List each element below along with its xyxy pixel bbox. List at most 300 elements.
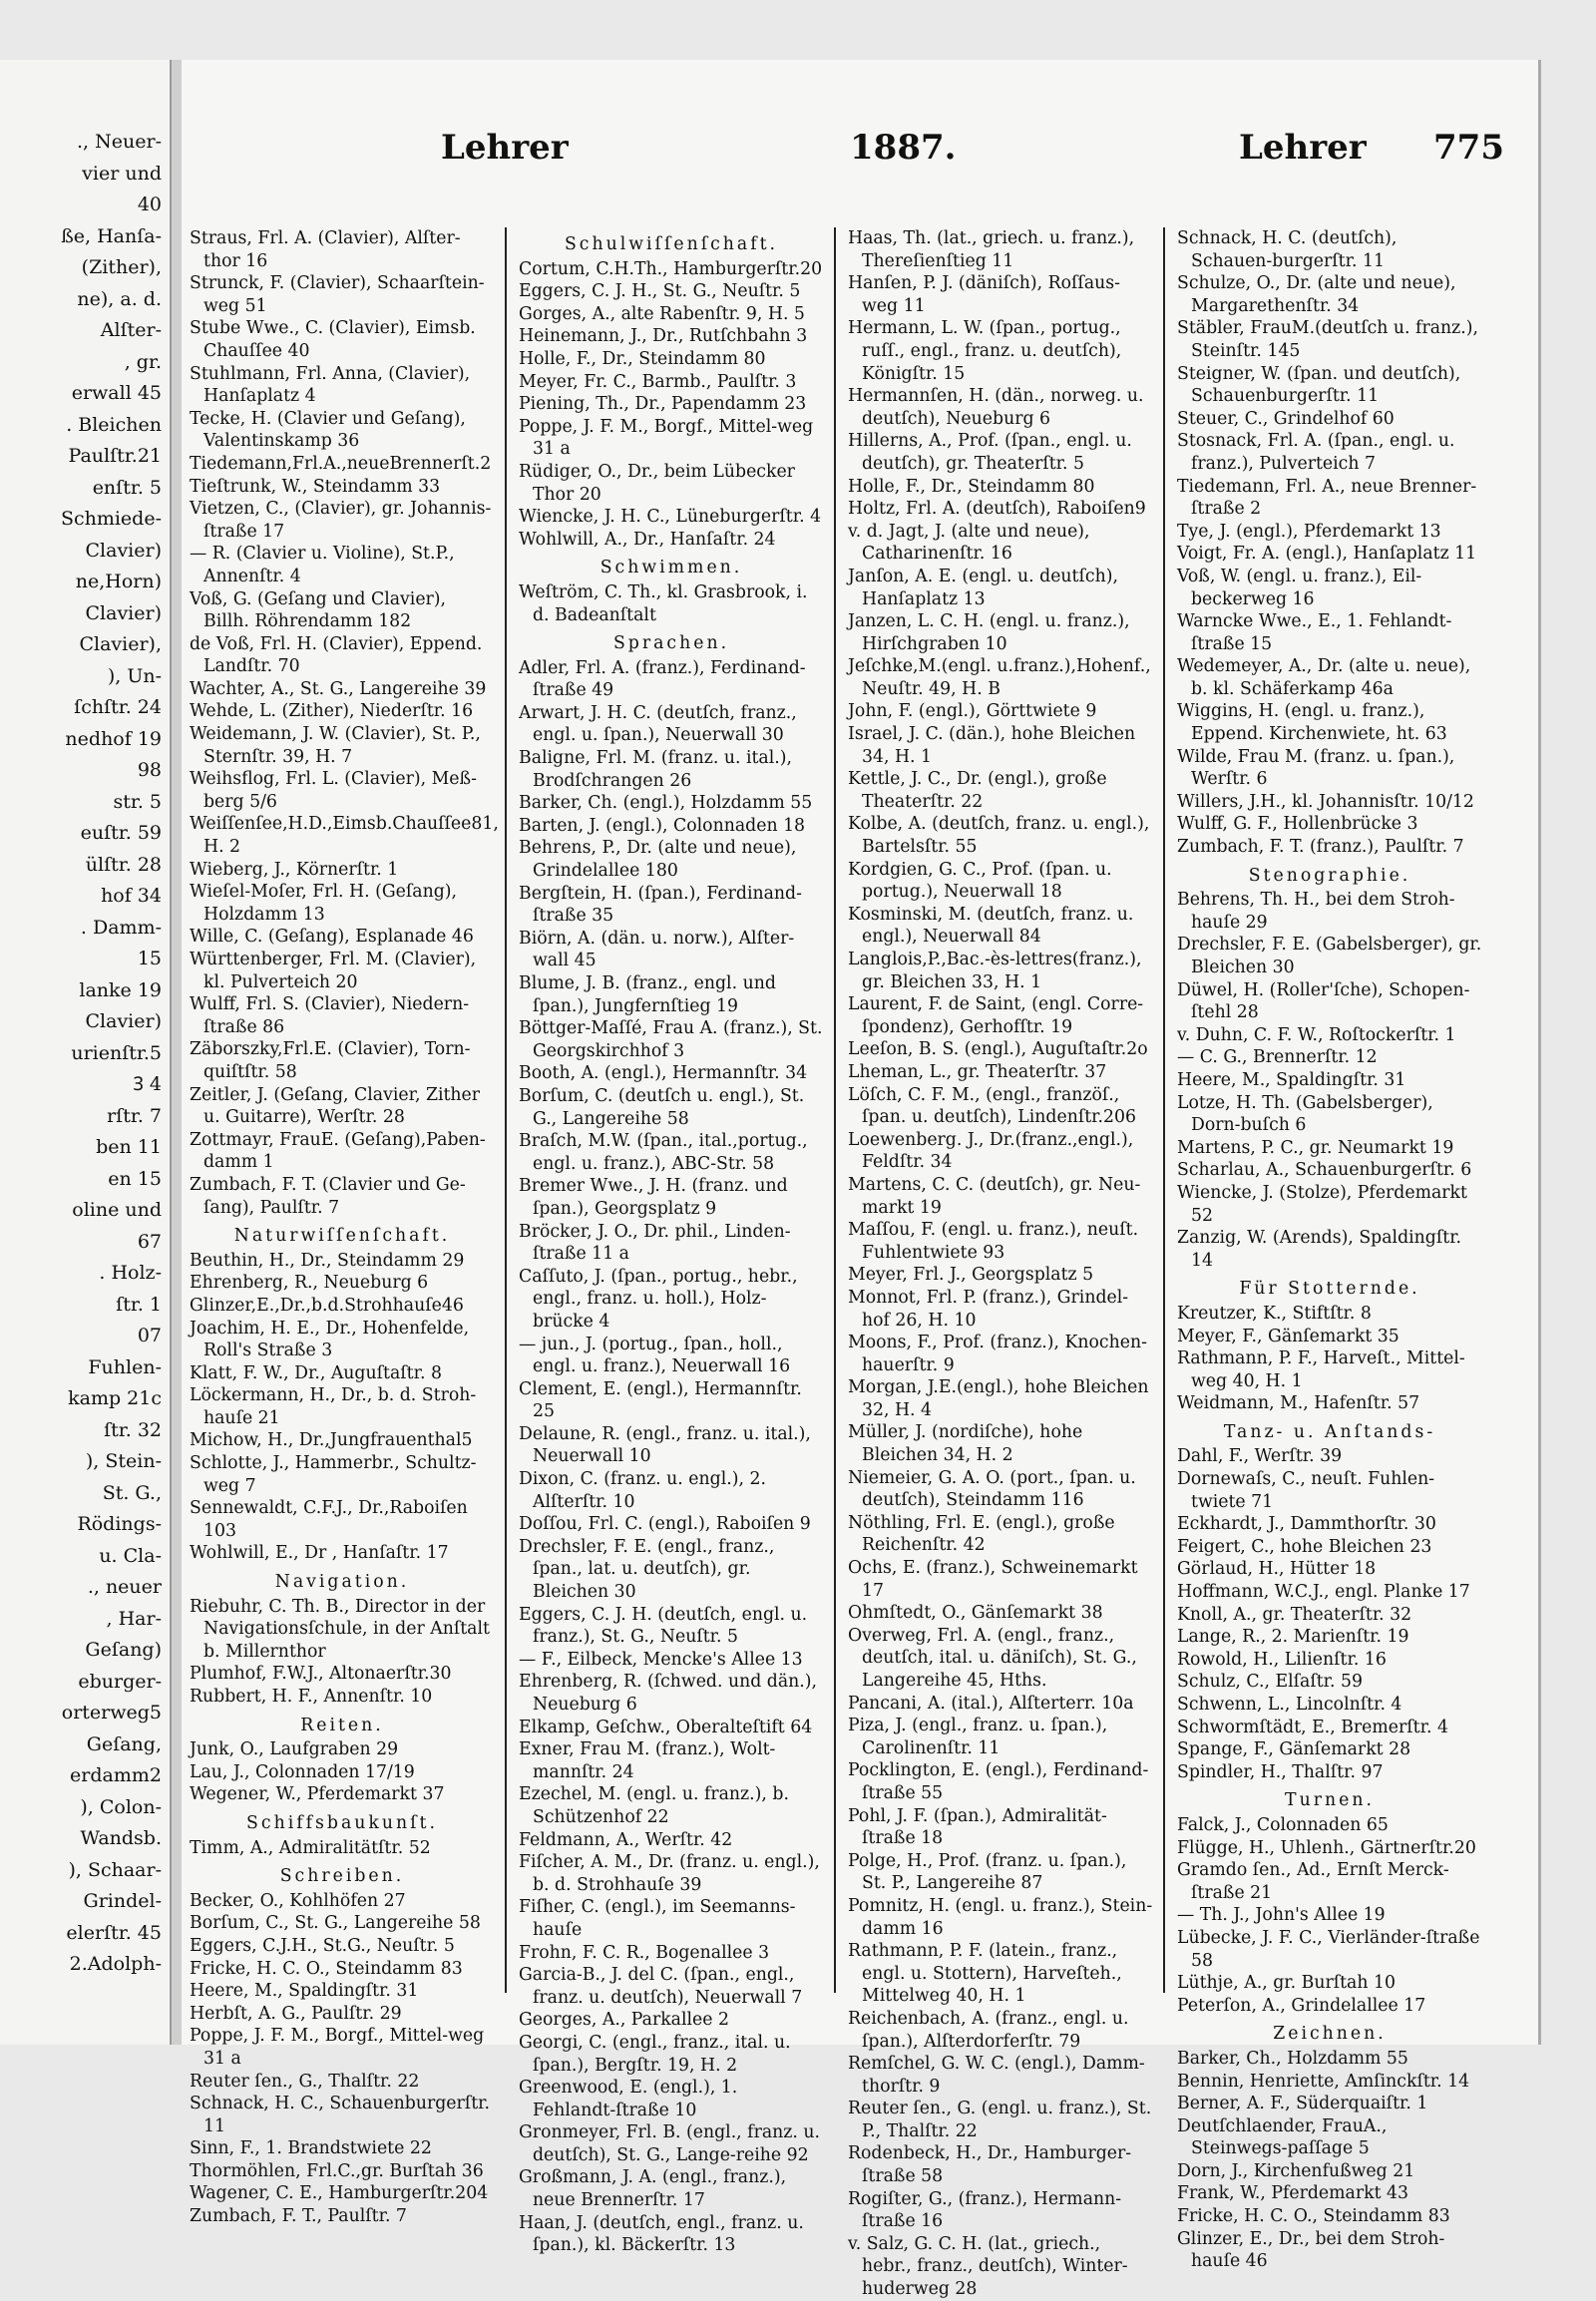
running-head-left: Lehrer [441,128,569,168]
directory-entry: Wiencke, J. (Stolze), Pferdemarkt 52 [1177,1182,1467,1226]
directory-entry: Janzen, L. C. H. (engl. u. franz.), Hirſchgraben 10 [848,611,1130,654]
directory-entry: Scharlau, A., Schauenburgerſtr. 6 [1177,1160,1472,1181]
directory-entry: Delaune, R. (engl., franz. u. ital.), Neuerwall 10 [519,1423,811,1467]
directory-entry: Braſch, M.W. (ſpan., ital.,portug., engl. u. franz.), ABC-Str. 58 [519,1131,808,1174]
previous-page-fragment: ), Schaar- [68,1858,162,1881]
previous-page-fragment: Alſter- [100,319,162,341]
directory-entry: Janſon, A. E. (engl. u. deutſch), Hanſaplatz 13 [848,566,1118,609]
previous-page-fragment: vier und [82,162,162,185]
section-heading: Sprachen. [612,633,730,654]
previous-page-fragment: u. Cla- [99,1544,162,1567]
previous-page-fragment: ne,Horn) [75,571,162,592]
directory-entry: Kolbe, A. (deutſch, franz. u. engl.), Bartelsſtr. 55 [848,814,1150,858]
previous-page-fragment: enſtr. 5 [92,476,162,499]
directory-entry: Feldmann, A., Werſtr. 42 [519,1829,733,1850]
directory-entry: Schnack, H. C., Schauenburgerſtr. 11 [190,2094,490,2136]
directory-entry: Wohlwill, E., Dr , Hanſaſtr. 17 [190,1543,449,1564]
previous-page-fragment: nedhof 19 [65,727,162,750]
directory-entry: v. Salz, G. C. H. (lat., griech., hebr., franz., deutſch), Winter-huderweg 28 [848,2233,1128,2300]
directory-entry: Stuhlmann, Frl. Anna, (Clavier), Hanſaplatz 4 [190,363,471,407]
column-2 [519,227,824,2257]
previous-page-fragment: erwall 45 [71,382,162,404]
directory-entry: Rüdiger, O., Dr., beim Lübecker Thor 20 [519,461,795,505]
directory-entry: Voigt, Fr. A. (engl.), Hanſaplatz 11 [1177,544,1477,565]
directory-entry: Elkamp, Geſchw., Oberalteſtift 64 [519,1717,813,1737]
directory-entry: Heere, M., Spaldingſtr. 31 [1177,1069,1406,1090]
section-heading: Tanz- u. Anſtands- [1223,1421,1436,1442]
previous-page-fragment: Schmiede- [60,508,162,530]
previous-page-fragment: ), Stein- [85,1450,162,1472]
directory-entry: Gramdo ſen., Ad., Ernſt Merck-ſtraße 21 [1177,1860,1449,1903]
directory-entry: Loewenberg. J., Dr.(franz.,engl.), Feldſtr. 34 [848,1129,1134,1173]
directory-entry: Cortum, C.H.Th., Hamburgerſtr.20 [519,258,823,279]
directory-entry: Weidemann, J. W. (Clavier), St. P., Sternſtr. 39, H. 7 [190,724,481,767]
directory-entry: Strunck, F. (Clavier), Schaarſtein-weg 51 [190,273,485,316]
directory-entry: Rogiſter, G., (franz.), Hermann-ſtraße 16 [848,2188,1122,2232]
directory-entry: Borſum, C., St. G., Langereihe 58 [190,1913,481,1934]
directory-entry: Georgi, C. (engl., franz., ital. u. ſpan.), Bergſtr. 19, H. 2 [519,2032,791,2076]
previous-page-fragment: 2.Adolph- [69,1953,162,1975]
column-3 [848,227,1153,2301]
directory-entry: Rathmann, P. F. (latein., franz., engl. u. Stottern), Harveſteh., Mittelweg 40, H. 1 [848,1941,1122,2007]
directory-entry: Zeitler, J. (Geſang, Clavier, Zither u. Guitarre), Werſtr. 28 [190,1084,481,1128]
directory-entry: Glinzer,E.,Dr.,b.d.Strohhauſe46 [190,1295,464,1316]
directory-entry: v. Duhn, C. F. W., Roſtockerſtr. 1 [1177,1024,1456,1045]
directory-entry: Lotze, H. Th. (Gabelsberger), Dorn-buſch 6 [1177,1092,1433,1136]
directory-entry: Barker, Ch. (engl.), Holzdamm 55 [519,793,813,814]
directory-entry: Eckhardt, J., Dammthorſtr. 30 [1177,1514,1436,1535]
directory-entry: Wiencke, J. H. C., Lüneburgerſtr. 4 [519,507,822,528]
directory-entry: Spange, F., Gänſemarkt 28 [1177,1739,1411,1760]
directory-entry: Herbſt, A. G., Paulſtr. 29 [190,2003,402,2024]
directory-entry: Holle, F., Dr., Steindamm 80 [519,348,766,369]
column-1 [190,227,499,2228]
previous-page-fragment: ße, Hanſa- [61,224,162,247]
previous-page-fragment: urienſtr.5 [71,1041,162,1064]
directory-entry: Flügge, H., Uhlenh., Gärtnerſtr.20 [1177,1837,1476,1858]
directory-entry: Gorges, A., alte Rabenſtr. 9, H. 5 [519,303,805,324]
directory-entry: Overweg, Frl. A. (engl., franz., deutſch, ital. u. däniſch), St. G., Langereihe 45, Hths. [848,1625,1137,1691]
directory-entry: Peterſon, A., Grindelallee 17 [1177,1995,1426,2016]
previous-page-fragment: Ꝫ 4 [133,1073,162,1095]
previous-page-fragment: kamp 21c [68,1387,162,1409]
directory-entry: Joachim, H. E., Dr., Hohenfelde, Roll's Straße 3 [190,1318,470,1361]
previous-page-fragment: . Bleichen [66,413,162,436]
directory-entry: Junk, O., Laufgraben 29 [190,1739,399,1760]
directory-entry: Holtz, Frl. A. (deutſch), Raboiſen9 [848,499,1146,520]
directory-entry: Frank, W., Pferdemarkt 43 [1177,2183,1409,2204]
previous-page-fragment: Clavier) [85,539,162,562]
section-heading: Für Stotternde. [1239,1279,1420,1300]
previous-page-fragment: orterweg5 [61,1702,162,1724]
directory-entry: Haan, J. (deutſch, engl., franz. u. ſpan.), kl. Bäckerſtr. 13 [519,2212,804,2256]
directory-entry: Wilde, Frau M. (franz. u. ſpan.), Werſtr. 6 [1177,746,1455,790]
directory-entry: Drechsler, F. E. (engl., franz., ſpan., lat. u. deutſch), gr. Bleichen 30 [519,1536,775,1603]
year-heading: 1887. [850,128,957,168]
previous-page-fragment: ne), a. d. [77,287,162,310]
previous-page-fragment: lanke 19 [79,978,162,1001]
directory-entry: Wedemeyer, A., Dr. (alte u. neue), b. kl. Schäferkamp 46a [1177,656,1471,699]
directory-entry: Knoll, A., gr. Theaterſtr. 32 [1177,1604,1412,1625]
directory-entry: — Th. J., John's Allee 19 [1177,1905,1386,1926]
directory-entry: Pancani, A. (ital.), Alſterterr. 10a [848,1693,1134,1714]
directory-entry: Pohl, J. F. (ſpan.), Admiralität-ſtraße 18 [848,1805,1107,1849]
directory-entry: Reuter ſen., G. (engl. u. franz.), St. P., Thalſtr. 22 [848,2099,1152,2141]
directory-entry: Weidmann, M., Hafenſtr. 57 [1177,1393,1420,1414]
directory-entry: Hermann, L. W. (ſpan., portug., ruſſ., engl., franz. u. deutſch), Königſtr. 15 [848,318,1122,384]
directory-entry: Nöthling, Frl. E. (engl.), große Reichenſtr. 42 [848,1512,1115,1556]
previous-page-fragment: ), Un- [107,664,162,687]
directory-entry: Israel, J. C. (dän.), hohe Bleichen 34, H. 1 [848,724,1136,767]
previous-page-fragment: oline und [72,1199,162,1221]
directory-entry: Booth, A. (engl.), Hermannſtr. 34 [519,1063,808,1084]
previous-page-fragment: en 15 [108,1167,162,1190]
directory-entry: Klatt, F. W., Dr., Auguſtaſtr. 8 [190,1362,442,1383]
previous-page-fragment: Clavier) [85,601,162,624]
running-head-right: Lehrer [1239,128,1367,168]
directory-entry: Eggers, C. J. H., St. G., Neuſtr. 5 [519,281,801,302]
previous-page-fragment: 15 [137,948,162,969]
directory-entry: Hermannſen, H. (dän., norweg. u. deutſch), Neueburg 6 [848,386,1144,429]
directory-entry: de Voß, Frl. H. (Clavier), Eppend. Landſtr. 70 [190,633,483,677]
directory-entry: Doſſou, Frl. C. (engl.), Raboiſen 9 [519,1514,811,1535]
directory-entry: Martens, P. C., gr. Neumarkt 19 [1177,1137,1454,1158]
directory-entry: — jun., J. (portug., ſpan., holl., engl. u. franz.), Neuerwall 16 [519,1334,791,1377]
previous-page-fragment: 67 [137,1230,162,1253]
previous-page-fragment: Fuhlen- [88,1355,162,1378]
directory-entry: Niemeier, G. A. O. (port., ſpan. u. deutſch), Steindamm 116 [848,1467,1136,1511]
directory-entry: Zottmayr, FrauE. (Geſang),Paben-damm 1 [190,1129,486,1173]
directory-entry: Wagener, C. E., Hamburgerſtr.204 [190,2183,489,2204]
directory-entry: Schwenn, L., Lincolnſtr. 4 [1177,1695,1402,1715]
previous-page-fragment: ſchſtr. 24 [74,696,162,718]
directory-entry: Warncke Wwe., E., 1. Fehlandt-ſtraße 15 [1177,611,1452,654]
previous-page-fragment: rſtr. 7 [107,1104,162,1127]
directory-entry: Steigner, W. (ſpan. und deutſch), Schauenburgerſtr. 11 [1177,363,1461,407]
directory-entry: v. d. Jagt, J. (alte und neue), Catharinenſtr. 16 [848,521,1090,565]
directory-entry: Piening, Th., Dr., Papendamm 23 [519,394,807,415]
directory-entry: Bennin, Henriette, Amſinckſtr. 14 [1177,2071,1470,2092]
previous-page-fragment: ülſtr. 28 [85,853,162,876]
directory-entry: Morgan, J.E.(engl.), hohe Bleichen 32, H. 4 [848,1377,1149,1420]
directory-entry: Ochs, E. (franz.), Schweinemarkt 17 [848,1558,1138,1601]
directory-entry: Wiggins, H. (engl. u. franz.), Eppend. Kirchenwiete, ht. 63 [1177,701,1447,745]
previous-page-fragment: euſtr. 59 [80,822,162,844]
directory-entry: Jeſchke,M.(engl. u.franz.),Hohenf., Neuſtr. 49, H. B [848,656,1151,699]
directory-entry: Lau, J., Colonnaden 17/19 [190,1761,415,1782]
section-heading: Schiffsbaukunſt. [246,1812,438,1833]
previous-page-fragment: 07 [137,1325,162,1346]
section-heading: Schwimmen. [599,558,743,578]
previous-page-fragment: ben 11 [96,1136,162,1158]
directory-entry: Heinemann, J., Dr., Rutſchbahn 3 [519,326,808,347]
directory-entry: Berner, A. F., Süderquaiſtr. 1 [1177,2094,1428,2114]
directory-entry: Lübecke, J. F. C., Vierländer-ſtraße 58 [1177,1927,1480,1971]
previous-page-fragment: Clavier), [79,633,162,655]
directory-entry: Behrens, Th. H., bei dem Stroh-hauſe 29 [1177,890,1455,933]
directory-entry: Löckermann, H., Dr., b. d. Stroh-hauſe 21 [190,1385,477,1428]
directory-entry: Blume, J. B. (franz., engl. und ſpan.), Jungfernſtieg 19 [519,973,776,1016]
directory-entry: Düwel, H. (Roller'ſche), Schopen-ſtehl 28 [1177,979,1470,1023]
directory-entry: Eggers, C. J. H. (deutſch, engl. u. franz.), St. G., Neuſtr. 5 [519,1604,808,1648]
directory-entry: Willers, J.H., kl. Johannisſtr. 10/12 [1177,791,1474,812]
directory-entry: Dorn, J., Kirchenfußweg 21 [1177,2160,1415,2181]
directory-entry: Wille, C. (Geſang), Esplanade 46 [190,927,474,948]
column-divider [1163,227,1165,1993]
directory-entry: Wulff, Frl. S. (Clavier), Niedern-ſtraße 86 [190,994,470,1037]
directory-entry: Rathmann, P. F., Harveſt., Mittel-weg 40, H. 1 [1177,1348,1465,1391]
directory-entry: Weihsflog, Frl. L. (Clavier), Meß-berg 5/6 [190,769,477,812]
section-heading: Stenographie. [1248,865,1411,886]
directory-entry: Georges, A., Parkallee 2 [519,2010,729,2031]
directory-entry: Kordgien, G. C., Prof. (ſpan. u. portug.), Neuerwall 18 [848,859,1112,903]
previous-page-fragment: Clavier) [85,1010,162,1032]
directory-entry: Haas, Th. (lat., griech. u. franz.), Thereſienſtieg 11 [848,228,1135,271]
previous-page-fragment: (Zither), [81,256,162,278]
directory-entry: Ehrenberg, R. (ſchwed. und dän.), Neueburg 6 [519,1672,818,1715]
directory-entry: Exner, Frau M. (franz.), Wolt-mannſtr. 24 [519,1739,776,1782]
directory-entry: Fricke, H. C. O., Steindamm 83 [190,1958,463,1979]
directory-entry: Weiſſenſee,H.D.,Eimsb.Chauſſee81, H. 2 [190,814,499,858]
directory-entry: Glinzer, E., Dr., bei dem Stroh-hauſe 46 [1177,2228,1445,2272]
directory-entry: Spindler, H., Thalſtr. 97 [1177,1761,1384,1782]
directory-entry: Ehrenberg, R., Neueburg 6 [190,1273,429,1294]
directory-entry: Tye, J. (engl.), Pferdemarkt 13 [1177,521,1441,542]
directory-entry: Remſchel, G. W. C. (engl.), Damm-thorſtr. 9 [848,2054,1145,2097]
column-divider [834,227,836,1993]
directory-entry: Poppe, J. F. M., Borgf., Mittel-weg 31 a [519,416,814,460]
directory-entry: Martens, C. C. (deutſch), gr. Neu-markt 19 [848,1174,1141,1218]
previous-page-fragment: erdamm2 [70,1764,162,1786]
directory-entry: Maſſou, F. (engl. u. franz.), neuſt. Fuhlentwiete 93 [848,1220,1139,1263]
directory-entry: Dixon, C. (franz. u. engl.), 2. Alſterſtr. 10 [519,1469,766,1512]
directory-entry: Kosminski, M. (deutſch, franz. u. engl.), Neuerwall 84 [848,904,1134,948]
directory-entry: Arwart, J. H. C. (deutſch, franz., engl. u. ſpan.), Neuerwall 30 [519,702,797,746]
previous-page-fragment: 40 [137,193,162,215]
previous-page-fragment: Geſang) [85,1639,162,1661]
previous-page-fragment: str. 5 [113,790,162,813]
directory-entry: Zumbach, F. T. (Clavier und Ge-ſang), Paulſtr. 7 [190,1174,466,1218]
directory-entry: Straus, Frl. A. (Clavier), Alſter-thor 16 [190,228,461,271]
previous-page-fragment: ., Neuer- [77,131,162,153]
directory-entry: Michow, H., Dr.,Jungfrauenthal5 [190,1430,473,1451]
directory-entry: Dahl, F., Werſtr. 39 [1177,1446,1343,1467]
previous-page-fragment: Rödings- [77,1513,162,1535]
directory-entry: — C. G., Brennerſtr. 12 [1177,1047,1378,1068]
previous-page-fragment: ., neuer [87,1576,162,1598]
directory-entry: Schnack, H. C. (deutſch), Schauen-burgerſtr. 11 [1177,228,1397,271]
page-header [241,128,1504,178]
directory-entry: Stäbler, FrauM.(deutſch u. franz.), Steinſtr. 145 [1177,318,1478,361]
directory-entry: Drechsler, F. E. (Gabelsberger), gr. Bleichen 30 [1177,935,1482,977]
directory-entry: Rubbert, H. F., Annenſtr. 10 [190,1687,433,1707]
directory-entry: Baligne, Frl. M. (franz. u. ital.), Brodſchrangen 26 [519,748,792,791]
directory-entry: Meyer, Fr. C., Barmb., Paulſtr. 3 [519,371,797,392]
directory-entry: Eggers, C.J.H., St.G., Neuſtr. 5 [190,1935,455,1956]
directory-entry: Schulz, C., Elſaſtr. 59 [1177,1672,1363,1693]
directory-entry: John, F. (engl.), Görttwiete 9 [848,701,1097,722]
directory-entry: Tecke, H. (Clavier und Geſang), Valentinskamp 36 [190,408,466,452]
previous-page-fragment: hof 34 [101,885,162,907]
section-heading: Navigation. [274,1572,410,1593]
directory-entry: Frohn, F. C. R., Bogenallee 3 [519,1942,770,1963]
directory-entry: Monnot, Frl. P. (franz.), Grindel-hof 26, H. 10 [848,1287,1129,1331]
directory-entry: Württenberger, Frl. M. (Clavier), kl. Pulverteich 20 [190,950,477,992]
directory-entry: Hanſen, P. J. (däniſch), Roſſaus-weg 11 [848,273,1120,316]
directory-entry: Thormöhlen, Frl.C.,gr. Burſtah 36 [190,2160,484,2181]
directory-entry: Borſum, C. (deutſch u. engl.), St. G., Langereihe 58 [519,1085,805,1129]
directory-entry: Müller, J. (nordiſche), hohe Bleichen 34, H. 2 [848,1422,1083,1466]
directory-entry: Heere, M., Spaldingſtr. 31 [190,1981,419,2002]
section-heading: Reiten. [300,1715,384,1735]
directory-entry: Fiſcher, A. M., Dr. (franz. u. engl.), b. d. Strohhauſe 39 [519,1852,820,1895]
directory-entry: Holle, F., Dr., Steindamm 80 [848,476,1095,497]
directory-entry: Deutſchlaender, FrauA., Steinwegs-paſſage 5 [1177,2115,1388,2159]
directory-entry: Zumbach, F. T. (franz.), Paulſtr. 7 [1177,837,1464,858]
directory-entry: Reichenbach, A. (franz., engl. u. ſpan.), Alſterdorferſtr. 79 [848,2008,1129,2052]
directory-entry: Löſch, C. F. M., (engl., franzöſ., ſpan. u. deutſch), Lindenſtr.206 [848,1084,1137,1128]
directory-entry: Langlois,P.,Bac.-ès-lettres(franz.), gr. Bleichen 33, H. 1 [848,950,1142,992]
section-heading: Turnen. [1285,1790,1375,1811]
directory-entry: Bergſtein, H. (ſpan.), Ferdinand-ſtraße 35 [519,883,802,927]
previous-page-fragment: 98 [137,759,162,781]
directory-entry: Sennewaldt, C.F.J., Dr.,Raboiſen 103 [190,1498,468,1541]
previous-page-edge [0,60,170,2045]
directory-entry: Zumbach, F. T., Paulſtr. 7 [190,2206,407,2227]
directory-entry: Riebuhr, C. Th. B., Director in der Navigationsſchule, in der Anſtalt b. Millernthor [190,1596,490,1662]
directory-entry: Großmann, J. A. (engl., franz.), neue Brennerſtr. 17 [519,2167,787,2211]
directory-entry: Behrens, P., Dr. (alte und neue), Grindelallee 180 [519,838,797,882]
directory-entry: Poppe, J. F. M., Borgf., Mittel-weg 31 a [190,2026,485,2069]
directory-entry: Garcia-B., J. del C. (ſpan., engl., franz. u. deutſch), Neuerwall 7 [519,1965,803,2008]
directory-entry: Barker, Ch., Holzdamm 55 [1177,2048,1408,2069]
directory-entry: Dornewaſs, C., neuſt. Fuhlen-twiete 71 [1177,1469,1435,1512]
directory-entry: Plumhof, F.W.J., Altonaerſtr.30 [190,1664,452,1685]
section-heading: Schreiben. [279,1866,405,1887]
directory-entry: Schulze, O., Dr. (alte und neue), Margarethenſtr. 34 [1177,273,1456,316]
previous-page-fragment: , Har- [106,1607,162,1630]
directory-entry: Schwormſtädt, E., Bremerſtr. 4 [1177,1717,1448,1737]
directory-entry: Tiedemann,Frl.A.,neueBrennerſt.2 [190,453,492,474]
directory-entry: Caſſuto, J. (ſpan., portug., hebr., engl., franz. u. holl.), Holz-brücke 4 [519,1266,798,1332]
directory-entry: Zäborszky,Frl.E. (Clavier), Torn-quiſtſtr. 58 [190,1039,471,1082]
directory-entry: Piza, J. (engl., franz. u. ſpan.), Carolinenſtr. 11 [848,1716,1108,1758]
directory-entry: Leeſon, B. S. (engl.), Auguſtaſtr.2o [848,1039,1148,1060]
directory-entry: Sinn, F., 1. Brandstwiete 22 [190,2138,432,2159]
directory-entry: Fricke, H. C. O., Steindamm 83 [1177,2206,1450,2227]
previous-page-fragment: Geſang, [86,1732,162,1755]
directory-entry: Wieſel-Moſer, Frl. H. (Geſang), Holzdamm 13 [190,882,457,925]
directory-entry: Kreutzer, K., Stiftſtr. 8 [1177,1303,1372,1324]
previous-page-fragment: Paulſtr.21 [68,445,162,467]
directory-entry: Laurent, F. de Saint, (engl. Corre-ſpondenz), Gerhofſtr. 19 [848,994,1144,1037]
directory-entry: Clement, E. (engl.), Hermannſtr. 25 [519,1378,802,1422]
directory-entry: Böttger-Maſſé, Frau A. (franz.), St. Georgskirchhof 3 [519,1018,823,1061]
directory-entry: Bröcker, J. O., Dr. phil., Linden-ſtraße 11 a [519,1221,791,1265]
section-heading: Naturwiſſenſchaft. [233,1226,451,1247]
previous-page-fragment: Grindel- [83,1890,162,1912]
directory-entry: Wulff, G. F., Hollenbrücke 3 [1177,814,1418,835]
directory-entry: Adler, Frl. A. (franz.), Ferdinand-ſtraße 49 [519,657,806,701]
directory-entry: Pocklington, E. (engl.), Ferdinand-ſtraße 55 [848,1760,1149,1803]
directory-entry: Hillerns, A., Prof. (ſpan., engl. u. deutſch), gr. Theaterſtr. 5 [848,431,1132,474]
directory-entry: Wehde, L. (Zither), Niederſtr. 16 [190,701,474,722]
directory-entry: Lheman, L., gr. Theaterſtr. 37 [848,1061,1107,1082]
previous-page-fragment: ), Colon- [80,1795,162,1818]
directory-entry: Wieberg, J., Körnerſtr. 1 [190,859,399,880]
previous-page-fragment: ſtr. 1 [116,1293,162,1316]
directory-entry: Stube Wwe., C. (Clavier), Eimsb. Chauſſee 40 [190,318,476,361]
directory-entry: Weſtröm, C. Th., kl. Grasbrook, i. d. Badeanſtalt [519,581,808,625]
directory-entry: Wachter, A., St. G., Langereihe 39 [190,678,487,699]
directory-entry: Kettle, J. C., Dr. (engl.), große Theaterſtr. 22 [848,769,1107,812]
directory-entry: Lange, R., 2. Marienſtr. 19 [1177,1627,1409,1648]
column-4 [1177,227,1482,2273]
previous-page-fragment: , gr. [124,350,162,373]
directory-entry: Moons, F., Prof. (franz.), Knochen-hauerſtr. 9 [848,1333,1147,1375]
directory-page [182,60,1541,2300]
directory-entry: Zanzig, W. (Arends), Spaldingſtr. 14 [1177,1228,1462,1271]
directory-entry: Wohlwill, A., Dr., Hanſaſtr. 24 [519,529,776,550]
directory-entry: Lüthje, A., gr. Burſtah 10 [1177,1973,1396,1994]
directory-entry: Meyer, F., Gänſemarkt 35 [1177,1326,1399,1346]
directory-entry: Hoffmann, W.C.J., engl. Planke 17 [1177,1582,1470,1603]
directory-entry: Biörn, A. (dän. u. norw.), Alſter-wall 45 [519,928,795,971]
directory-entry: Steuer, C., Grindelhof 60 [1177,408,1395,429]
directory-entry: Tieſtrunk, W., Steindamm 33 [190,476,441,497]
directory-entry: Bremer Wwe., J. H. (franz. und ſpan.), Georgsplatz 9 [519,1176,788,1219]
directory-entry: Timm, A., Admiralitätſtr. 52 [190,1837,431,1858]
directory-entry: Stosnack, Frl. A. (ſpan., engl. u. franz.), Pulverteich 7 [1177,431,1455,474]
directory-entry: Becker, O., Kohlhöfen 27 [190,1890,406,1911]
directory-entry: Gronmeyer, Frl. B. (engl., franz. u. deutſch), St. G., Lange-reihe 92 [519,2122,820,2165]
directory-entry: Greenwood, E. (engl.), 1. Fehlandt-ſtraße 10 [519,2078,738,2120]
directory-entry: Ezechel, M. (engl. u. franz.), b. Schützenhof 22 [519,1784,789,1827]
previous-page-fragment: ſtr. 32 [104,1418,162,1441]
column-divider [505,227,507,1993]
directory-entry: — R. (Clavier u. Violine), St.P., Annenſtr. 4 [190,544,455,586]
directory-entry: Barten, J. (engl.), Colonnaden 18 [519,815,806,836]
directory-entry: Pomnitz, H. (engl. u. franz.), Stein-damm 16 [848,1895,1153,1939]
directory-entry: Beuthin, H., Dr., Steindamm 29 [190,1250,465,1271]
directory-entry: Tiedemann, Frl. A., neue Brenner-ſtraße 2 [1177,476,1477,520]
previous-page-fragment: Wandsb. [80,1827,162,1849]
directory-entry: Ohmſtedt, O., Gänſemarkt 38 [848,1603,1103,1624]
directory-entry: Reuter ſen., G., Thalſtr. 22 [190,2071,420,2092]
directory-entry: Falck, J., Colonnaden 65 [1177,1814,1389,1835]
previous-page-fragment: eburger- [78,1670,162,1693]
directory-entry: Fiſher, C. (engl.), im Seemanns-hauſe [519,1897,796,1940]
directory-entry: Schlotte, J., Hammerbr., Schultz-weg 7 [190,1453,477,1496]
page-number: 775 [1433,128,1504,168]
previous-page-fragment: . Damm- [80,916,162,939]
directory-entry: Voß, W. (engl. u. franz.), Eil-beckerweg 16 [1177,566,1422,609]
section-heading: Zeichnen. [1273,2024,1387,2045]
directory-entry: Rowold, H., Lilienſtr. 16 [1177,1649,1387,1670]
directory-entry: Rodenbeck, H., Dr., Hamburger-ſtraße 58 [848,2143,1132,2187]
previous-page-fragment: elerſtr. 45 [66,1921,162,1944]
directory-entry: Wegener, W., Pferdemarkt 37 [190,1784,445,1805]
previous-page-fragment: St. G., [102,1481,162,1504]
section-heading: Schulwiſſenſchaft. [564,234,779,254]
directory-entry: Görlaud, H., Hütter 18 [1177,1559,1377,1580]
directory-entry: Vietzen, C., (Clavier), gr. Johannis-ſtraße 17 [190,499,492,542]
previous-page-fragment: . Holz- [99,1262,162,1284]
directory-entry: Meyer, Frl. J., Georgsplatz 5 [848,1265,1094,1286]
directory-entry: Feigert, C., hohe Bleichen 23 [1177,1536,1432,1557]
directory-entry: Polge, H., Prof. (franz. u. ſpan.), St. P., Langereihe 87 [848,1850,1127,1894]
directory-entry: — F., Eilbeck, Mencke's Allee 13 [519,1649,803,1670]
